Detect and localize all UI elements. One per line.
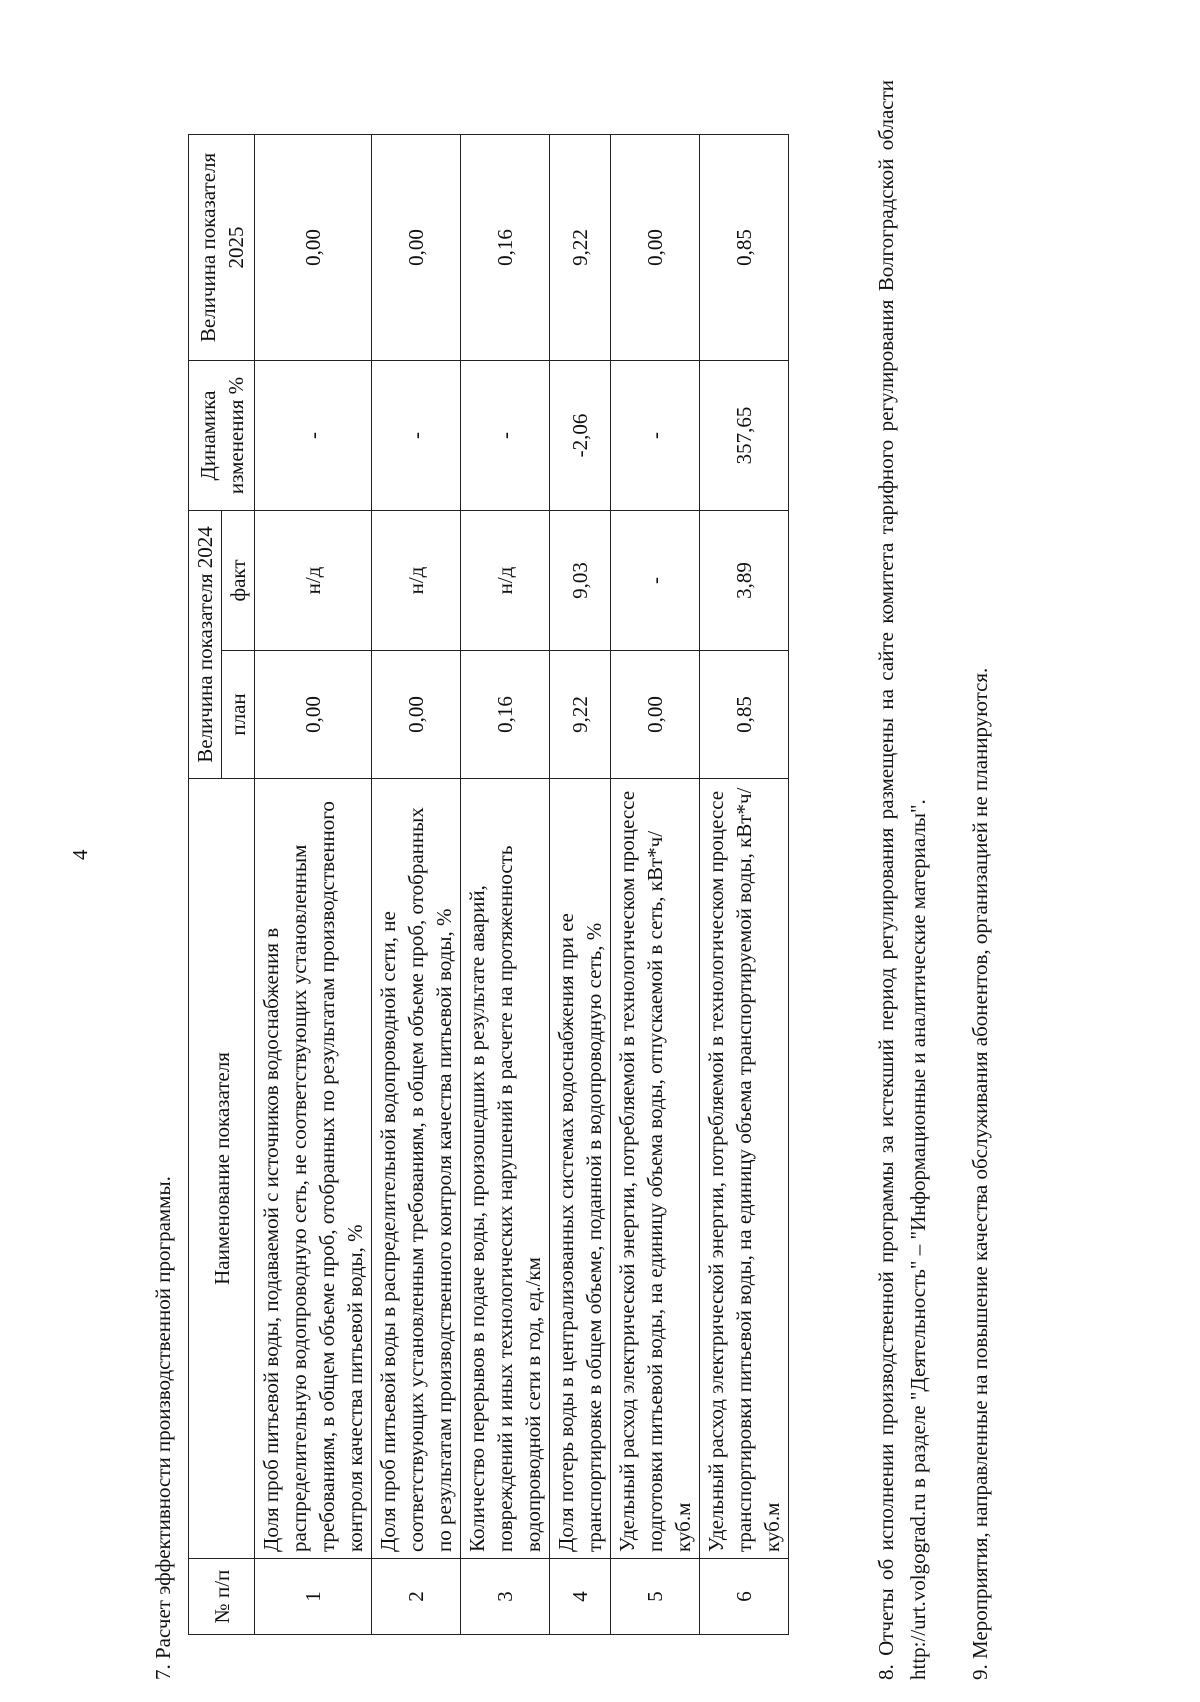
row-dynamics: -	[461, 361, 550, 511]
row-num: 3	[461, 1559, 550, 1635]
page-number: 4	[68, 849, 92, 860]
row-value-2025: 0,00	[372, 135, 461, 361]
table-row	[550, 135, 611, 1635]
row-fact: н/д	[372, 511, 461, 651]
section-title: 7. Расчет эффективности производственной программы.	[151, 1176, 175, 1680]
row-name: Удельный расход электрической энергии, потребляемой в технологическом процессе подготовки питьевой воды, на единицу объема воды, отпускаемой в сеть, кВт*ч/куб.м	[611, 779, 700, 1559]
row-plan: 0,00	[372, 651, 461, 779]
table-row	[255, 135, 372, 1635]
rotated-page-content	[150, 70, 1150, 1680]
note-8: 8. Отчеты об исполнении производственной программы за истекший период регулирования размещены на сайте комитета тарифного регулирования Волгоградской области http://urt.volgograd.ru в разделе "Деятельность" – "Информационные и аналитические материалы".	[874, 80, 930, 1680]
table-row	[611, 135, 700, 1635]
table-row	[700, 135, 789, 1635]
row-plan: 0,00	[611, 651, 700, 779]
row-dynamics: 357,65	[700, 361, 789, 511]
row-name: Доля проб питьевой воды, подаваемой с источников водоснабжения в распределительную водопроводную сеть, не соответствующих установленным требованиям, в общем объеме проб, отобранных по результатам производственного контроля качества питьевой воды, %	[255, 779, 372, 1559]
row-num: 2	[372, 1559, 461, 1635]
row-fact: н/д	[255, 511, 372, 651]
header-num: № п/п	[189, 1559, 255, 1635]
row-value-2025: 9,22	[550, 135, 611, 361]
row-num: 4	[550, 1559, 611, 1635]
row-name: Доля потерь воды в централизованных системах водоснабжения при ее транспортировке в общем объеме, поданной в водопроводную сеть, %	[550, 779, 611, 1559]
header-fact: факт	[222, 511, 255, 651]
row-value-2025: 0,00	[611, 135, 700, 361]
header-value-2025: Величина показателя 2025	[189, 135, 255, 361]
row-dynamics: -	[372, 361, 461, 511]
header-value-2024: Величина показателя 2024	[189, 511, 222, 779]
row-num: 5	[611, 1559, 700, 1635]
row-num: 6	[700, 1559, 789, 1635]
row-num: 1	[255, 1559, 372, 1635]
header-plan: план	[222, 651, 255, 779]
efficiency-table	[188, 134, 789, 1635]
row-name: Удельный расход электрической энергии, потребляемой в технологическом процессе транспортировки питьевой воды, на единицу объема транспортируемой воды, кВт*ч/куб.м	[700, 779, 789, 1559]
note-9: 9. Мероприятия, направленные на повышение качества обслуживания абонентов, организацией не планируются.	[968, 667, 992, 1680]
row-name: Доля проб питьевой воды в распределительной водопроводной сети, не соответствующих установленным требованиям, в общем объеме проб, отобранных по результатам производственного контроля качества питьевой воды, %	[372, 779, 461, 1559]
row-value-2025: 0,85	[700, 135, 789, 361]
row-plan: 0,00	[255, 651, 372, 779]
table-row	[372, 135, 461, 1635]
row-fact: 3,89	[700, 511, 789, 651]
row-value-2025: 0,16	[461, 135, 550, 361]
notes-block	[870, 80, 996, 1680]
row-name: Количество перерывов в подаче воды, произошедших в результате аварий, повреждений и иных технологических нарушений в расчете на протяженность водопроводной сети в год, ед./км	[461, 779, 550, 1559]
row-plan: 0,85	[700, 651, 789, 779]
row-dynamics: -	[611, 361, 700, 511]
row-fact: 9,03	[550, 511, 611, 651]
header-name: Наименование показателя	[189, 779, 255, 1559]
row-dynamics: -	[255, 361, 372, 511]
row-plan: 9,22	[550, 651, 611, 779]
table-row	[461, 135, 550, 1635]
row-plan: 0,16	[461, 651, 550, 779]
row-fact: н/д	[461, 511, 550, 651]
row-dynamics: -2,06	[550, 361, 611, 511]
row-fact: -	[611, 511, 700, 651]
header-dynamics: Динамика изменения %	[189, 361, 255, 511]
row-value-2025: 0,00	[255, 135, 372, 361]
